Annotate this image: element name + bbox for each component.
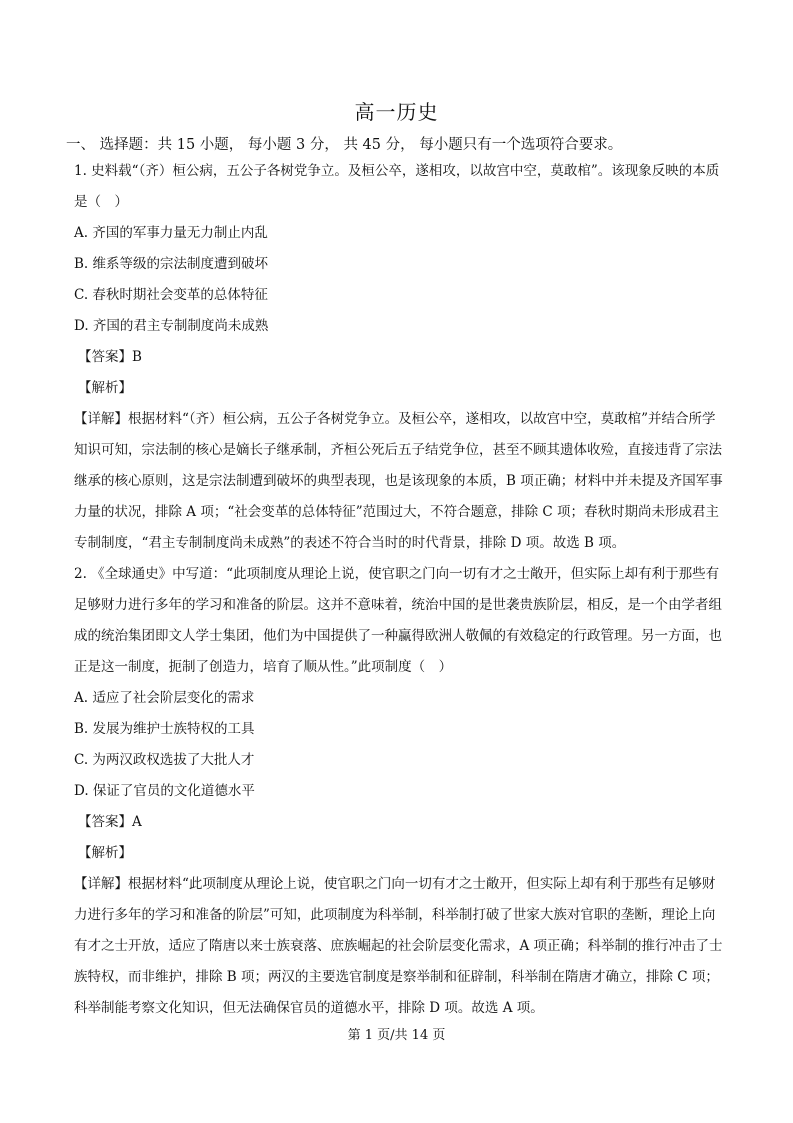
section-heading: 一、 选择题：共 15 小题， 每小题 3 分， 共 45 分， 每小题只有一个选项符合要求。: [66, 137, 623, 153]
option-b: B. 维系等级的宗法制度遭到破坏: [74, 256, 269, 272]
option-d: D. 齐国的君主专制制度尚未成熟: [74, 318, 269, 334]
option-b: B. 发展为维护士族特权的工具: [74, 721, 255, 737]
option-a: A. 齐国的军事力量无力制止内乱: [74, 225, 268, 241]
question-2: [74, 559, 726, 1024]
answer-label: 【答案】A: [78, 814, 142, 830]
question-stem: 2. 《全球通史》中写道：“此项制度从理论上说，使官职之门向一切有才之士敞开，但实际上却有利于那些有足够财力进行多年的学习和准备的阶层。这并不意味着，统治中国的是世袭贵族阶层，相反，是一个由学者组成的统治集团即文人学士集团，他们为中国提供了一种赢得欧洲人敬佩的有效稳定的行政管理。另一方面，也正是这一制度，扼制了创造力，培育了顺从性。”此项制度（ ）: [74, 566, 722, 675]
document-body: [74, 156, 726, 1024]
page-title: 高一历史: [354, 100, 439, 124]
option-a: A. 适应了社会阶层变化的需求: [74, 690, 255, 706]
option-d: D. 保证了官员的文化道德水平: [74, 783, 255, 799]
detail-explanation: 【详解】根据材料“此项制度从理论上说，使官职之门向一切有才之士敞开，但实际上却有利于那些有足够财力进行多年的学习和准备的阶层”可知，此项制度为科举制，科举制打破了世家大族对官职的垄断，理论上向有才之士开放，适应了隋唐以来士族衰落、庶族崛起的社会阶层变化需求，A 项正确；科举制的推行冲击了士族特权，而非维护，排除 B 项；两汉的主要选官制度是察举制和征辟制，科举制在隋唐才确立，排除 C 项；科举制能考察文化知识，但无法确保官员的道德水平，排除 D 项。故选 A 项。: [74, 876, 723, 1016]
analysis-label: 【解析】: [78, 380, 132, 396]
question-stem: 1. 史料载“（齐）桓公病，五公子各树党争立。及桓公卒，遂相攻，以故宫中空，莫敢棺”。该现象反映的本质是（ ）: [74, 163, 720, 210]
answer-label: 【答案】B: [78, 349, 142, 365]
question-1: [74, 156, 726, 559]
analysis-label: 【解析】: [78, 845, 132, 861]
page-footer: 第 1 页/共 14 页: [347, 1028, 446, 1043]
option-c: C. 为两汉政权选拔了大批人才: [74, 752, 255, 768]
option-c: C. 春秋时期社会变革的总体特征: [74, 287, 268, 303]
detail-explanation: 【详解】根据材料“（齐）桓公病，五公子各树党争立。及桓公卒，遂相攻，以故宫中空，莫敢棺”并结合所学知识可知，宗法制的核心是嫡长子继承制，齐桓公死后五子结党争位，甚至不顾其遗体收殓，直接违背了宗法继承的核心原则，这是宗法制遭到破坏的典型表现，也是该现象的本质，B 项正确；材料中并未提及齐国军事力量的状况，排除 A 项；“社会变革的总体特征”范围过大，不符合题意，排除 C 项；春秋时期尚未形成君主专制制度，“君主专制制度尚未成熟”的表述不符合当时的时代背景，排除 D 项。故选 B 项。: [74, 411, 723, 551]
